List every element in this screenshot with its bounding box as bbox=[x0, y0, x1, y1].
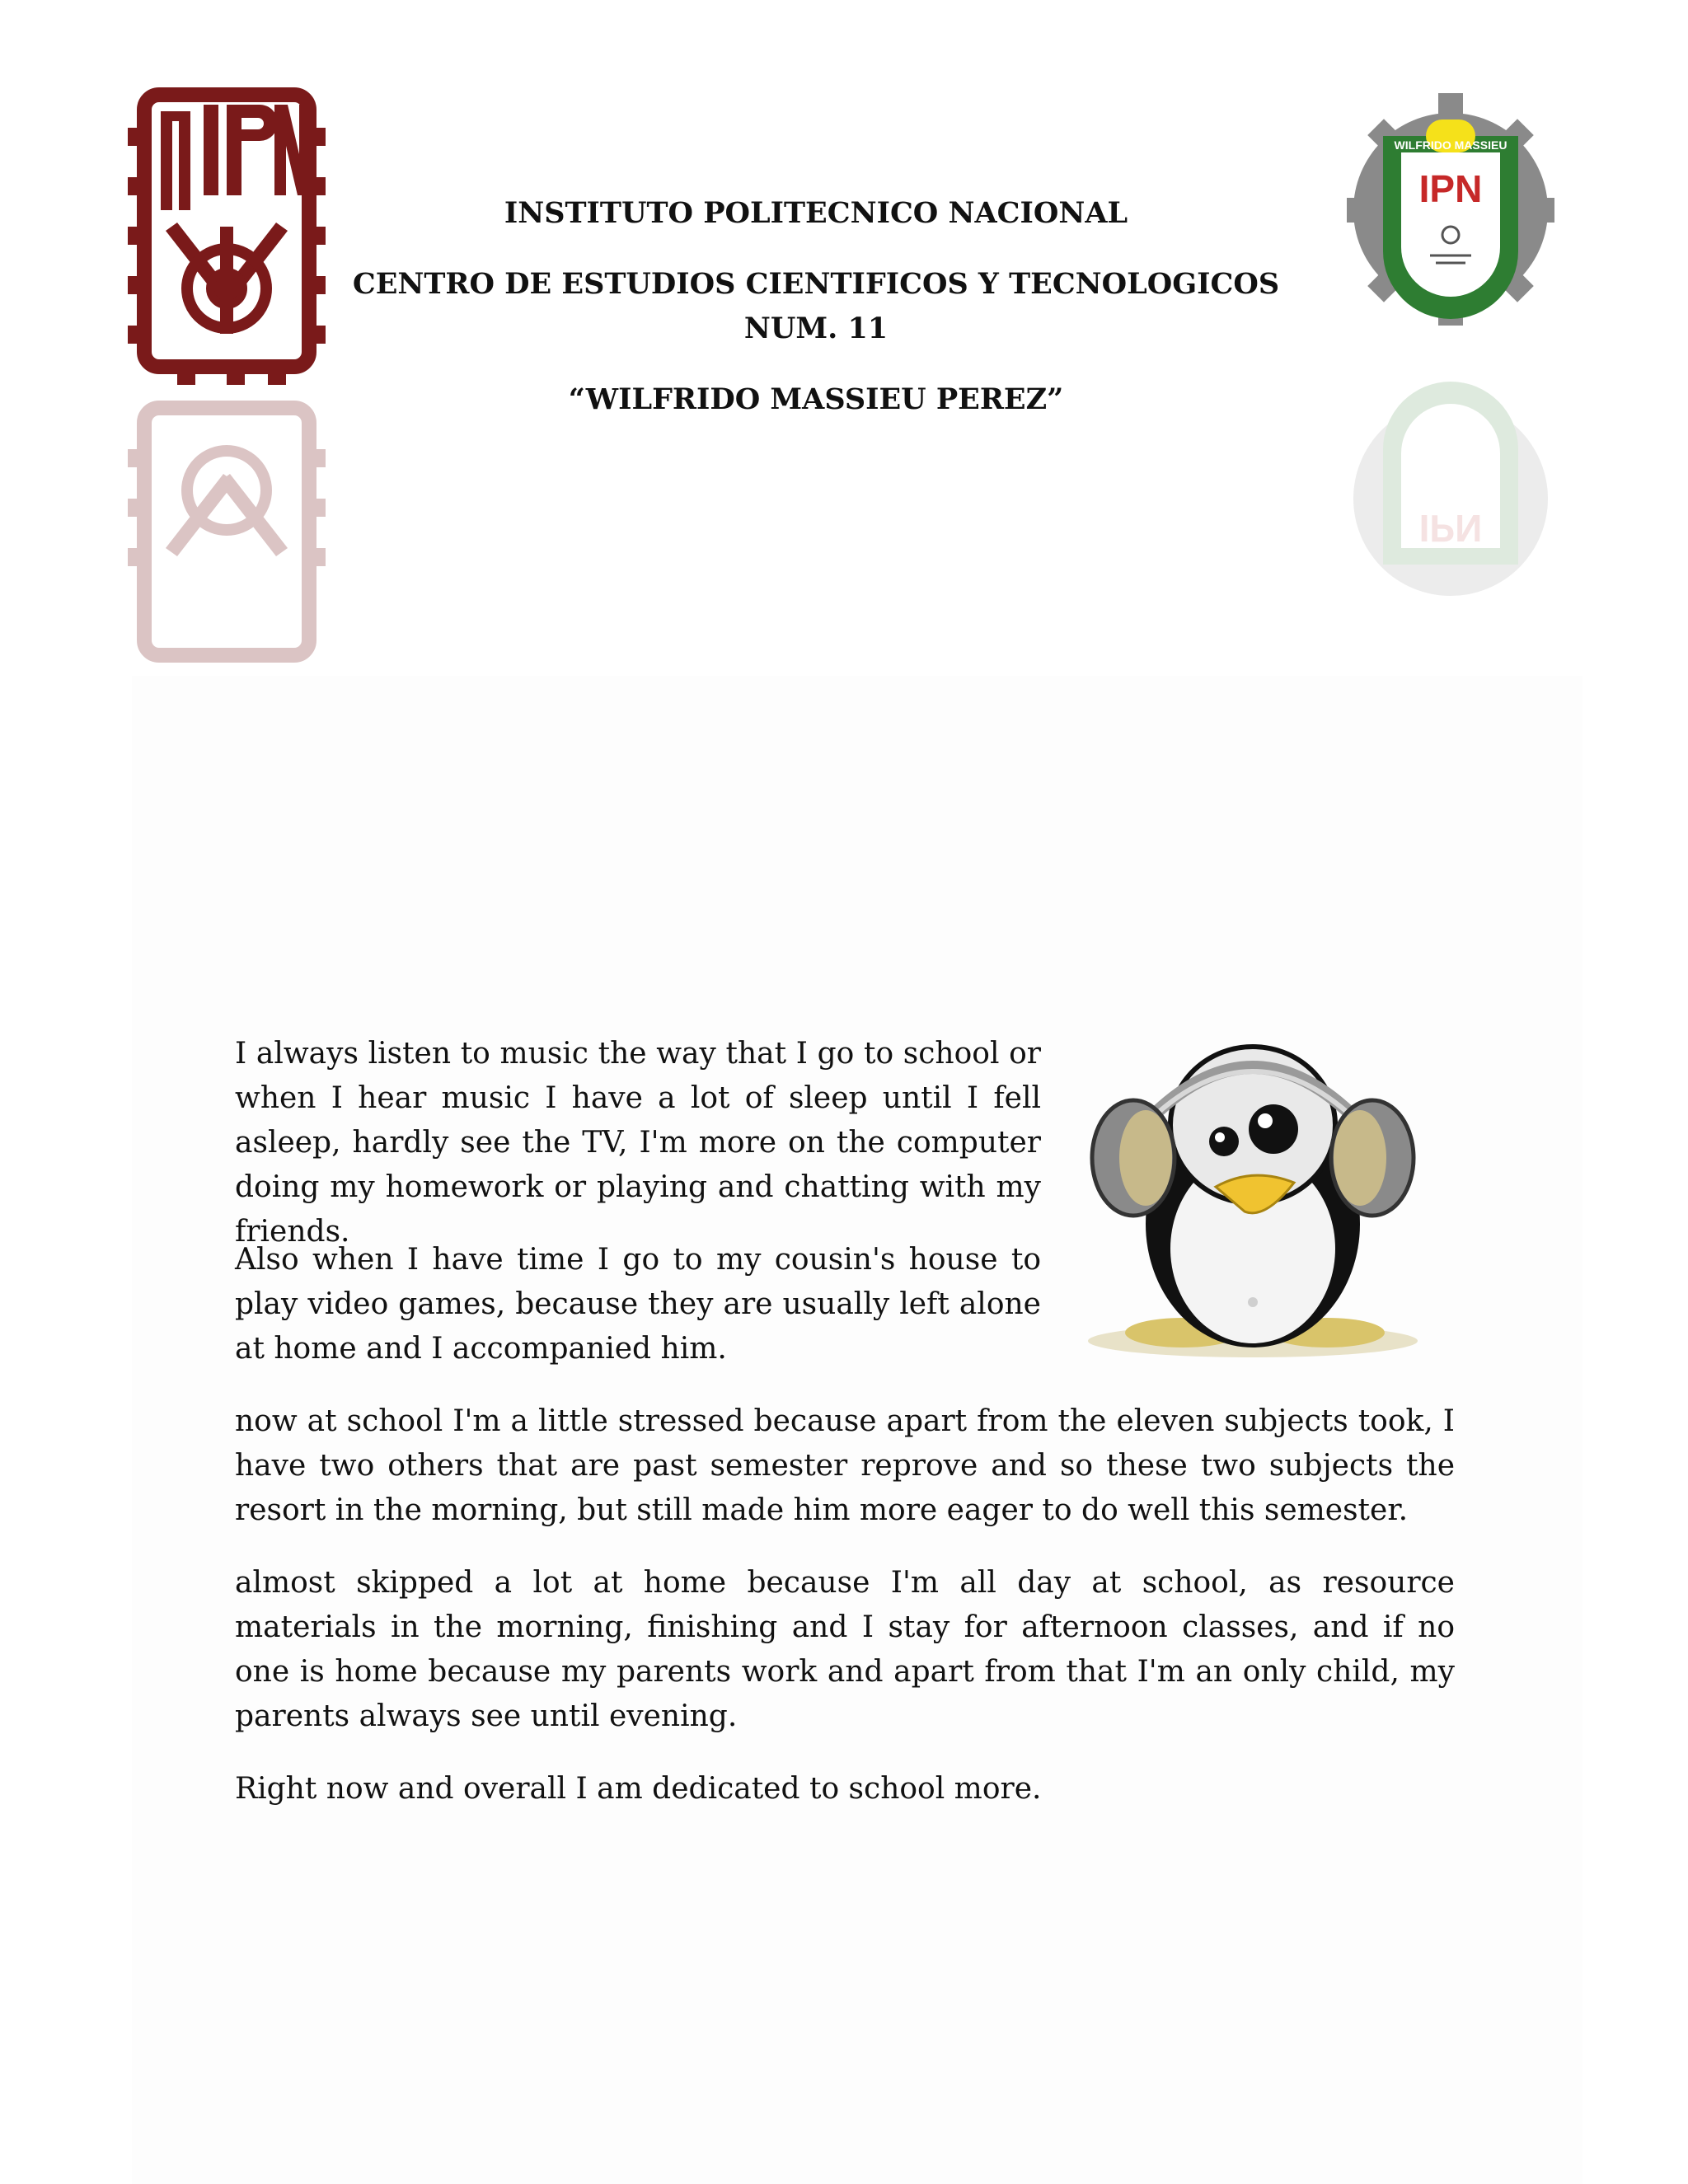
paragraph-home-life: almost skipped a lot at home because I'm all day at school, as resource materials in the morning, finishing and I stay for afternoon classes, and if no one is home because my parents work and apart from that I'm an only child, my parents always see until evening. bbox=[235, 1566, 1455, 1733]
paragraph-music: I always listen to music the way that I go to school or when I hear music I have a lot of sleep until I fell asleep, hardly see the TV, I'm more on the computer doing my homework or playing and chatting with my friends. bbox=[235, 1037, 1041, 1249]
school-name: “WILFRIDO MASSIEU PEREZ” bbox=[568, 382, 1064, 416]
cecyt-logo-icon bbox=[1343, 87, 1558, 359]
svg-text:IPN: IPN bbox=[1418, 167, 1483, 210]
paragraph-school-stress: now at school I'm a little stressed because apart from the eleven subjects took, I have two others that are past semester reprove and so these two subjects the resort in the morning, but still made him more eager to do well this semester. bbox=[235, 1404, 1455, 1527]
cecyt-logo-reflection-icon bbox=[1343, 375, 1558, 614]
svg-text:WILFRIDO MASSIEU: WILFRIDO MASSIEU bbox=[1394, 138, 1507, 152]
school-title: CENTRO DE ESTUDIOS CIENTIFICOS Y TECNOLOGICOS NUM. 11 bbox=[352, 267, 1280, 345]
ipn-logo-reflection-icon bbox=[128, 400, 326, 696]
paragraph-conclusion: Right now and overall I am dedicated to school more. bbox=[235, 1772, 1042, 1806]
document-header bbox=[346, 191, 1286, 422]
paragraph-video-games: Also when I have time I go to my cousin's house to play video games, because they are usually left alone at home and I accompanied him. bbox=[235, 1243, 1041, 1366]
ipn-logo-icon bbox=[128, 78, 326, 387]
svg-text:IPN: IPN bbox=[1418, 507, 1483, 550]
institution-title: INSTITUTO POLITECNICO NACIONAL bbox=[504, 196, 1128, 230]
penguin-with-headphones-icon bbox=[1080, 1018, 1426, 1364]
